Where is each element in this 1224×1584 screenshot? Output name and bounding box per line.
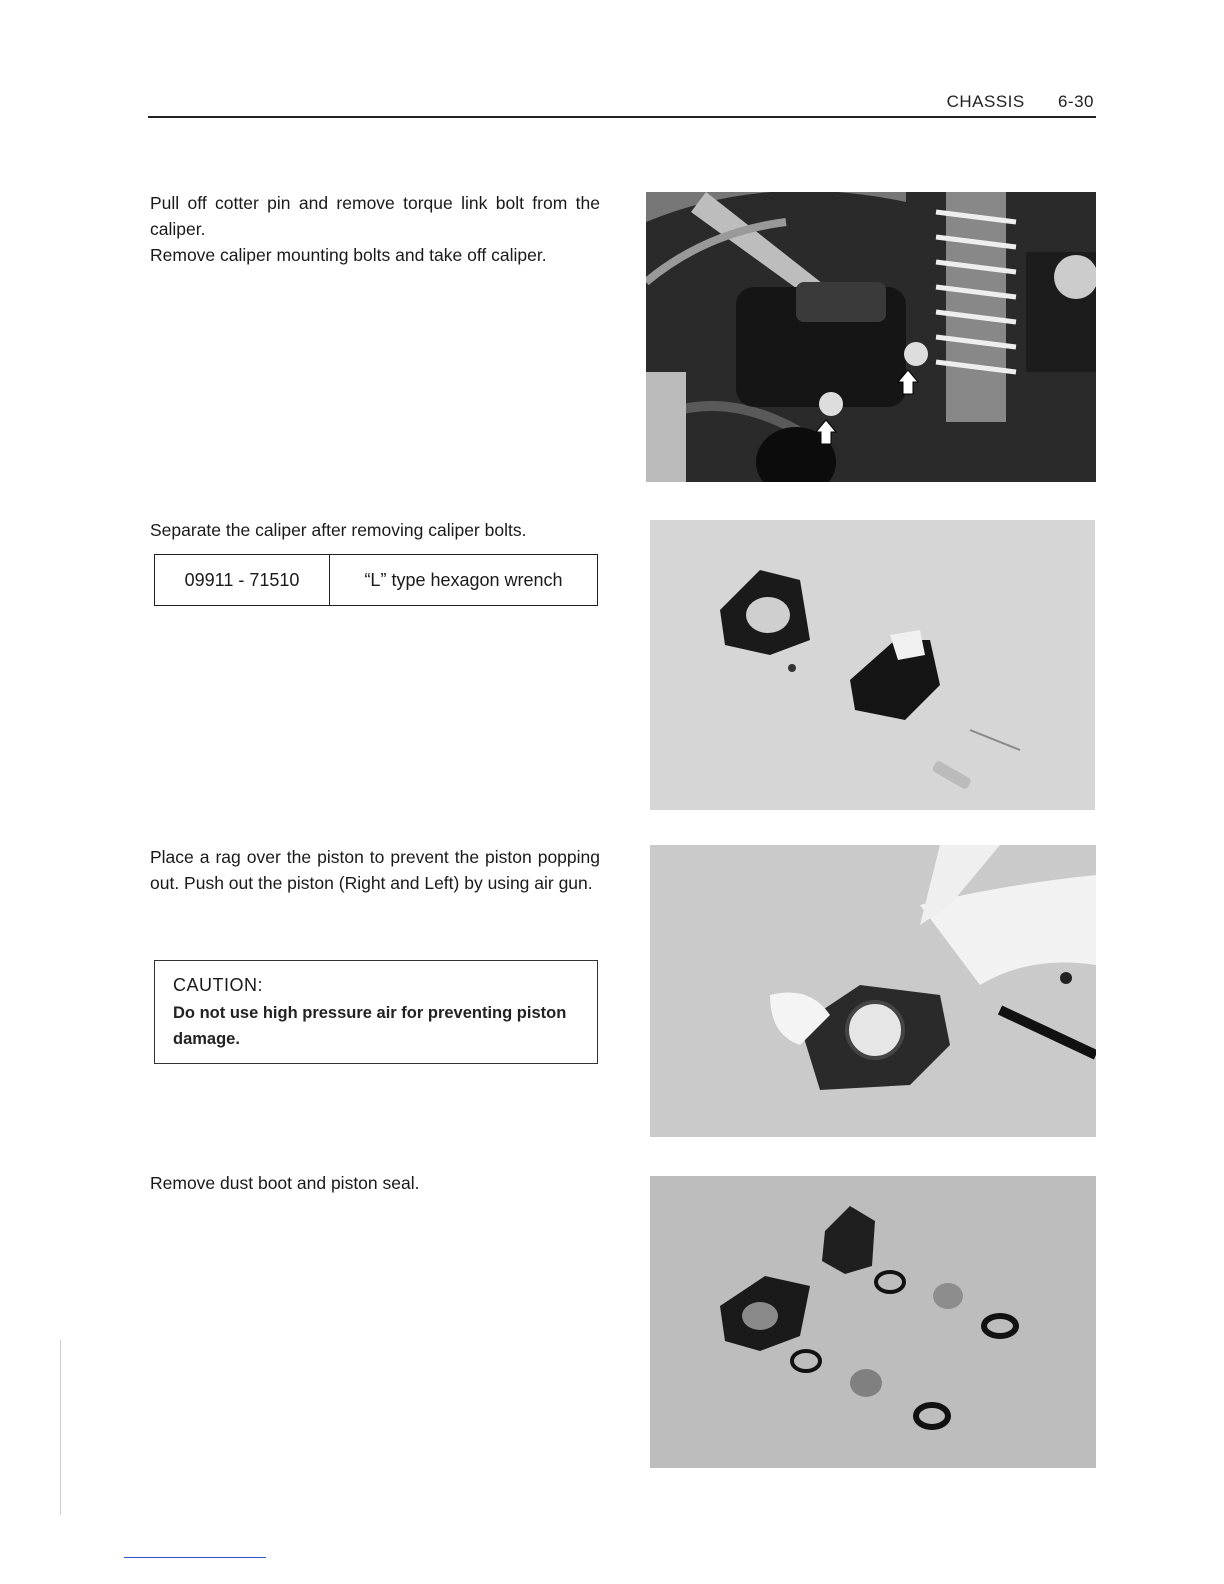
caution-text: Do not use high pressure air for preventing piston damage.: [173, 1004, 567, 1048]
special-tool-table: [154, 554, 598, 606]
caution-title: CAUTION:: [173, 975, 264, 995]
step-1-text: [150, 190, 600, 268]
photo-dust-boot-seal: [650, 1176, 1096, 1468]
footer-rule: [124, 1557, 266, 1558]
page-header: [148, 90, 1096, 118]
page-number: 6-30: [1057, 92, 1094, 111]
photo-caliper-on-bike: [646, 192, 1096, 482]
step-1-line-2: Remove caliper mounting bolts and take off caliper.: [150, 245, 547, 265]
tool-part-number: 09911 - 71510: [155, 555, 330, 605]
margin-mark: [60, 1340, 61, 1515]
photo-air-gun-piston: [650, 845, 1096, 1137]
photo-separated-caliper: [650, 520, 1095, 810]
caution-box: [154, 960, 598, 1064]
step-2-text: [150, 517, 600, 543]
header-text: [947, 92, 1094, 112]
step-4-text: [150, 1170, 600, 1196]
step-3-line-1: Place a rag over the piston to prevent the piston popping out. Push out the piston (Right and Left) by using air gun.: [150, 847, 600, 893]
tool-description: “L” type hexagon wrench: [364, 569, 563, 590]
step-3-text: [150, 844, 600, 896]
step-1-line-1: Pull off cotter pin and remove torque link bolt from the caliper.: [150, 193, 600, 239]
section-title: CHASSIS: [946, 92, 1025, 111]
step-2-line-1: Separate the caliper after removing caliper bolts.: [150, 520, 527, 540]
step-4-line-1: Remove dust boot and piston seal.: [150, 1173, 420, 1193]
